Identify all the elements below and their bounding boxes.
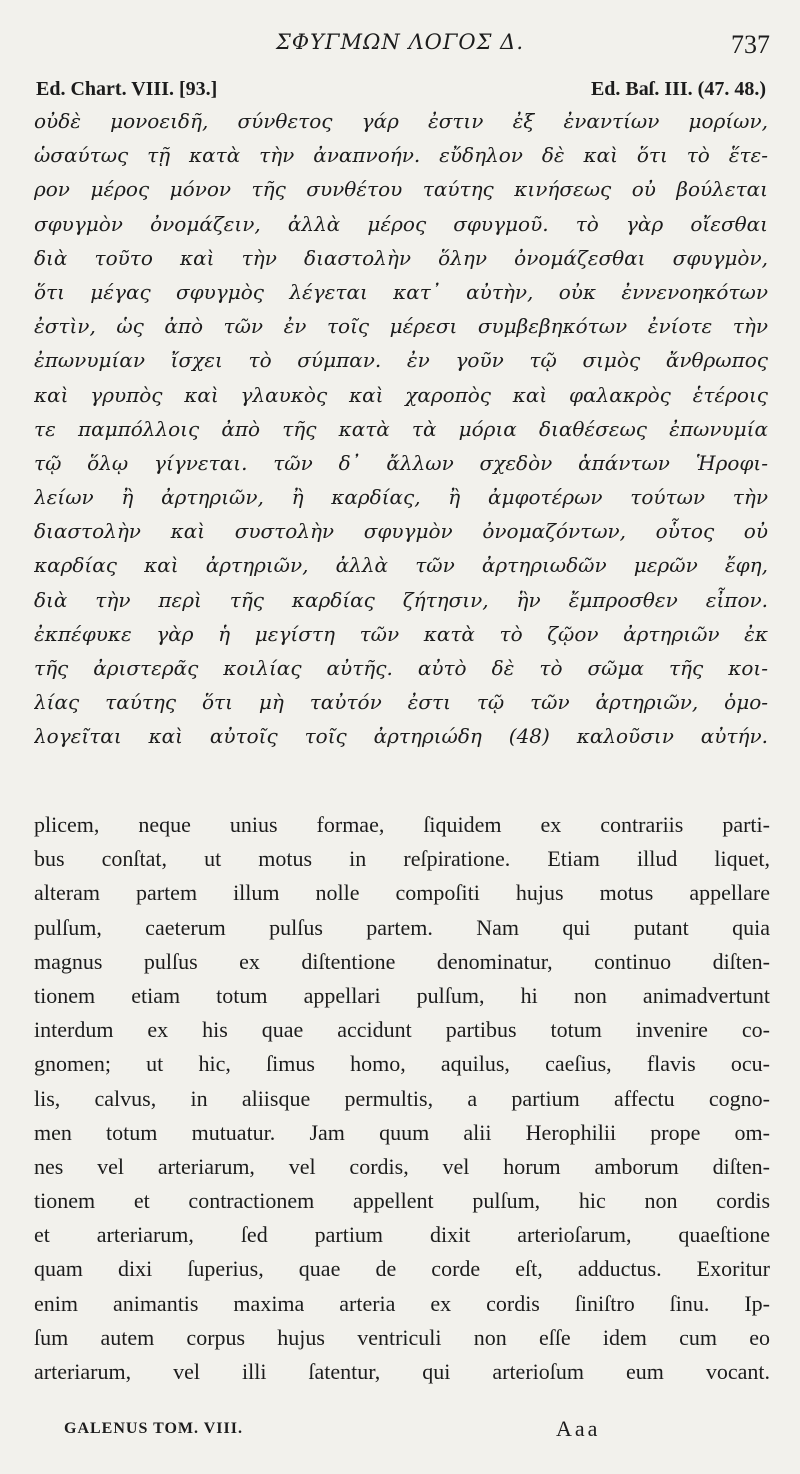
footer-catchword: Aaa bbox=[556, 1416, 601, 1441]
latin-text-block bbox=[34, 808, 770, 1389]
latin-text-line: lis, calvus, in aliisque permultis, a partium affectu cogno- bbox=[34, 1085, 770, 1111]
latin-text-line: plicem, neque unius formae, ſiquidem ex contrariis parti- bbox=[34, 812, 770, 837]
latin-text-line: tionem et contractionem appellent pulſum, hic non cordis bbox=[34, 1188, 770, 1214]
latin-text-line: interdum ex his quae accidunt partibus totum invenire co- bbox=[34, 1017, 770, 1043]
latin-text-line: magnus pulſus ex diſtentione denominatur, continuo diſten- bbox=[34, 948, 770, 974]
greek-text-line: καρδίας καὶ ἀρτηριῶν, ἀλλὰ τῶν ἀρτηριωδῶν μερῶν ἔφη, bbox=[34, 553, 768, 578]
latin-text-line: bus conſtat, ut motus in reſpiratione. Etiam illud liquet, bbox=[34, 846, 770, 872]
greek-text-line: ρον μέρος μόνον τῆς συνθέτου ταύτης κινήσεως οὐ βούλεται bbox=[34, 177, 768, 202]
greek-text-line: λίας ταύτης ὅτι μὴ ταὐτόν ἐστι τῷ τῶν ἀρτηριῶν, ὁμο- bbox=[34, 690, 768, 715]
greek-text-line: λείων ἢ ἀρτηριῶν, ἢ καρδίας, ἢ ἀμφοτέρων τούτων τὴν bbox=[34, 485, 768, 510]
greek-text-line: διὰ τὴν περὶ τῆς καρδίας ζήτησιν, ἣν ἔμπροσθεν εἶπον. bbox=[34, 587, 768, 612]
latin-text-line: ſum autem corpus hujus ventriculi non eſſe idem cum eo bbox=[34, 1324, 770, 1350]
edition-chartier-reference: Ed. Chart. VIII. [93.] bbox=[36, 78, 218, 100]
greek-text-line: ἐπωνυμίαν ἴσχει τὸ σύμπαν. ἐν γοῦν τῷ σιμὸς ἄνθρωπος bbox=[34, 348, 768, 373]
latin-text-line: pulſum, caeterum pulſus partem. Nam qui putant quia bbox=[34, 914, 770, 940]
page-number: 737 bbox=[731, 30, 770, 59]
latin-text-line: men totum mutuatur. Jam quum alii Herophilii prope om- bbox=[34, 1119, 770, 1145]
greek-text-line: τῆς ἀριστερᾶς κοιλίας αὐτῆς. αὐτὸ δὲ τὸ σῶμα τῆς κοι- bbox=[34, 656, 768, 680]
edition-reference-line bbox=[36, 78, 766, 104]
latin-text-line: quam dixi ſuperius, quae de corde eſt, adductus. Exoritur bbox=[34, 1256, 770, 1282]
running-title: ΣΦΥΓΜΩΝ ΛΟΓΟΣ Δ. bbox=[276, 30, 524, 54]
greek-text-line: οὐδὲ μονοειδῆ, σύνθετος γάρ ἐστιν ἐξ ἐναντίων μορίων, bbox=[34, 109, 768, 133]
latin-text-line: gnomen; ut hic, ſimus homo, aquilus, caeſius, flavis ocu- bbox=[34, 1051, 770, 1077]
greek-text-line: ἐκπέφυκε γὰρ ἡ μεγίστη τῶν κατὰ τὸ ζῷον ἀρτηριῶν ἐκ bbox=[34, 621, 768, 646]
greek-text-line: διαστολὴν καὶ συστολὴν σφυγμὸν ὀνομαζόντων, οὗτος οὐ bbox=[34, 519, 768, 544]
latin-text-line: arteriarum, vel illi ſatentur, qui arterioſum eum vocant. bbox=[34, 1359, 770, 1384]
edition-basel-reference: Ed. Baſ. III. (47. 48.) bbox=[590, 78, 766, 100]
greek-text-line: καὶ γρυπὸς καὶ γλαυκὸς καὶ χαροπὸς καὶ φαλακρὸς ἑτέροις bbox=[34, 382, 768, 407]
greek-text-line: σφυγμὸν ὀνομάζειν, ἀλλὰ μέρος σφυγμοῦ. τὸ γὰρ οἴεσθαι bbox=[34, 211, 768, 236]
greek-text-line: ὅτι μέγας σφυγμὸς λέγεται κατ᾿ αὐτὴν, οὐκ ἐννενοηκότων bbox=[34, 279, 768, 304]
greek-text-line: διὰ τοῦτο καὶ τὴν διαστολὴν ὅλην ὀνομάζεσθαι σφυγμὸν, bbox=[34, 245, 768, 270]
latin-text-line: et arteriarum, ſed partium dixit arterioſarum, quaeſtione bbox=[34, 1222, 770, 1248]
footer-signature: GALENUS TOM. VIII. bbox=[64, 1420, 243, 1437]
greek-text-line: ἐστὶν, ὡς ἀπὸ τῶν ἐν τοῖς μέρεσι συμβεβηκότων ἐνίοτε τὴν bbox=[34, 314, 768, 339]
greek-text-line: λογεῖται καὶ αὐτοῖς τοῖς ἀρτηριώδη (48) καλοῦσιν αὐτήν. bbox=[34, 724, 768, 749]
greek-text-line: τῷ ὅλῳ γίγνεται. τῶν δ᾿ ἄλλων σχεδὸν ἁπάντων Ἡροφι- bbox=[34, 450, 768, 475]
greek-text-line: ὡσαύτως τῇ κατὰ τὴν ἀναπνοήν. εὔδηλον δὲ καὶ ὅτι τὸ ἕτε- bbox=[34, 143, 768, 168]
greek-text-line: τε παμπόλλοις ἀπὸ τῆς κατὰ τὰ μόρια διαθέσεως ἐπωνυμία bbox=[34, 416, 768, 441]
greek-text-block bbox=[34, 104, 768, 754]
latin-text-line: alteram partem illum nolle compoſiti hujus motus appellare bbox=[34, 880, 770, 906]
latin-text-line: tionem etiam totum appellari pulſum, hi non animadvertunt bbox=[34, 982, 770, 1008]
latin-text-line: enim animantis maxima arteria ex cordis ſiniſtro ſinu. Ip- bbox=[34, 1290, 770, 1316]
latin-text-line: nes vel arteriarum, vel cordis, vel horum amborum diſten- bbox=[34, 1153, 770, 1179]
